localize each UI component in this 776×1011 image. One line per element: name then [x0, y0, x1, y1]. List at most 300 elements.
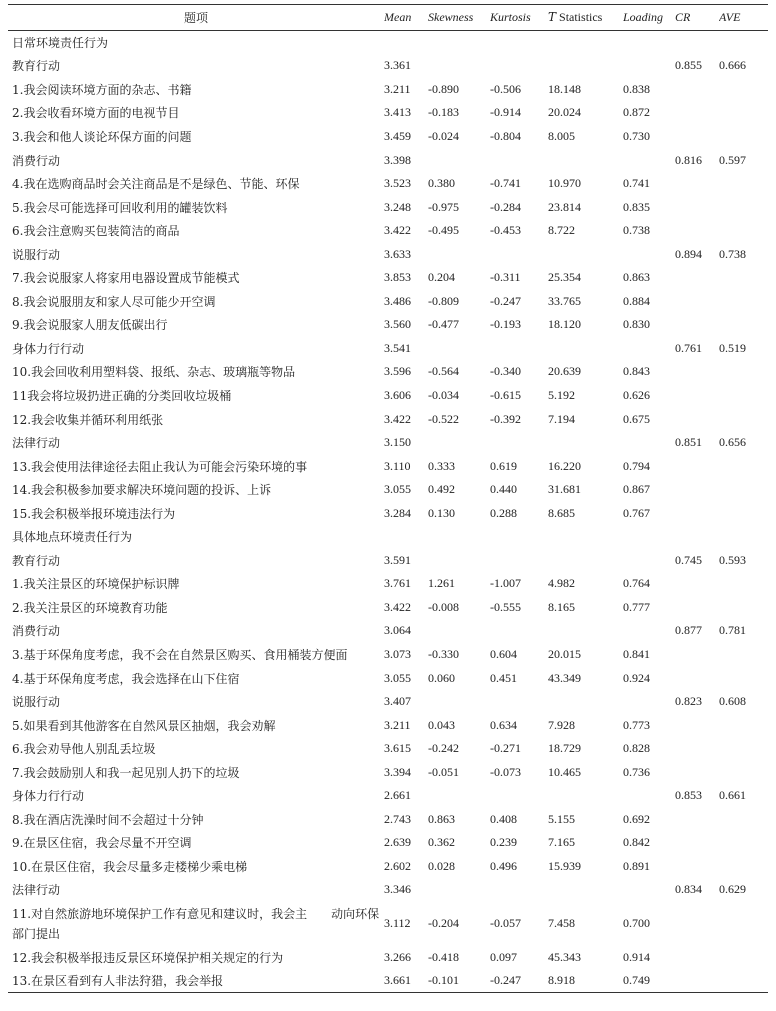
table-row	[8, 501, 768, 525]
cell-skewness	[428, 431, 490, 455]
group-row	[8, 619, 768, 643]
header-kurtosis: Kurtosis	[490, 5, 548, 31]
cell-t-statistics	[548, 878, 623, 902]
cell-loading	[623, 148, 675, 172]
cell-kurtosis	[490, 54, 548, 78]
cell-cr	[675, 643, 719, 667]
cell-mean: 3.064	[384, 623, 411, 638]
cell-skewness: -0.101	[428, 969, 490, 993]
header-skewness: Skewness	[428, 5, 490, 31]
group-row	[8, 242, 768, 266]
cell-mean: 3.055	[384, 482, 411, 497]
table-row	[8, 969, 768, 993]
cell-kurtosis: -0.615	[490, 387, 521, 402]
cell-cr	[675, 666, 719, 690]
group-row	[8, 54, 768, 78]
cell-skewness: -0.495	[428, 223, 459, 238]
cell-cr	[675, 760, 719, 784]
cell-t-statistics	[548, 549, 623, 573]
cell-loading	[623, 878, 675, 902]
cell-ave: 0.519	[719, 340, 746, 355]
cell-kurtosis: -0.804	[490, 128, 521, 143]
item-label: 3.我会和他人谈论环保方面的问题	[12, 129, 192, 144]
cell-t-statistics: 8.005	[548, 128, 575, 143]
cell-mean: 3.853	[384, 270, 411, 285]
cell-loading: 0.736	[623, 764, 650, 779]
table-row	[8, 407, 768, 431]
cell-skewness: -0.330	[428, 646, 459, 661]
cell-loading: 0.863	[623, 270, 650, 285]
group-label: 教育行动	[12, 553, 61, 568]
cell-kurtosis: -0.193	[490, 317, 521, 332]
cell-kurtosis: -0.271	[490, 741, 521, 756]
cell-mean: 2.743	[384, 811, 411, 826]
cell-skewness: -0.242	[428, 741, 459, 756]
cell-t-statistics: 10.970	[548, 176, 581, 191]
header-t-letter: T	[548, 10, 557, 24]
cell-mean: 3.523	[384, 176, 411, 191]
cell-t-statistics: 8.685	[548, 505, 575, 520]
cell-cr	[675, 737, 719, 761]
cell-kurtosis	[490, 148, 548, 172]
item-label: 3.基于环保角度考虑，我不会在自然景区购买、食用桶装方便面	[12, 647, 348, 662]
cell-kurtosis: -0.311	[490, 270, 521, 285]
cell-mean: 3.110	[384, 458, 411, 473]
item-label: 12.我会积极举报违反景区环境保护相关规定的行为	[12, 951, 284, 965]
cell-kurtosis: 0.604	[490, 646, 517, 661]
table-row	[8, 572, 768, 596]
cell-loading	[623, 337, 675, 361]
cell-loading	[623, 549, 675, 573]
cell-mean: 3.560	[384, 317, 411, 332]
cell-skewness	[428, 242, 490, 266]
cell-t-statistics	[548, 242, 623, 266]
cell-kurtosis: -0.284	[490, 199, 521, 214]
cell-kurtosis	[490, 242, 548, 266]
cell-cr	[675, 855, 719, 879]
cell-ave	[719, 525, 768, 549]
cell-ave	[719, 946, 768, 970]
cell-ave: 0.666	[719, 58, 746, 73]
cell-cr	[675, 266, 719, 290]
cell-loading: 0.841	[623, 646, 650, 661]
cell-skewness: 0.362	[428, 835, 455, 850]
cell-loading	[623, 431, 675, 455]
group-row	[8, 878, 768, 902]
cell-mean: 3.661	[384, 969, 428, 993]
cell-ave	[719, 219, 768, 243]
cell-kurtosis: 0.619	[490, 458, 517, 473]
item-label: 2.我关注景区的环境教育功能	[12, 600, 168, 615]
cell-mean: 2.639	[384, 835, 411, 850]
cell-mean: 2.602	[384, 858, 411, 873]
cell-cr	[675, 125, 719, 149]
cell-cr	[675, 478, 719, 502]
cell-mean: 3.606	[384, 387, 411, 402]
cell-ave	[719, 31, 768, 55]
cell-cr: 0.894	[675, 246, 702, 261]
cell-loading	[623, 54, 675, 78]
cell-mean: 3.591	[384, 552, 411, 567]
cell-mean: 3.407	[384, 694, 411, 709]
table-row	[8, 666, 768, 690]
group-label: 身体力行行动	[12, 341, 85, 356]
group-label: 法律行动	[12, 883, 61, 898]
cell-kurtosis	[490, 619, 548, 643]
cell-loading: 0.924	[623, 670, 650, 685]
cell-loading: 0.767	[623, 505, 650, 520]
cell-skewness: 0.028	[428, 858, 455, 873]
cell-ave: 0.593	[719, 552, 746, 567]
section-label: 具体地点环境责任行为	[12, 530, 133, 545]
cell-ave	[719, 501, 768, 525]
cell-kurtosis	[490, 31, 548, 55]
header-row	[8, 5, 768, 31]
group-label: 身体力行行动	[12, 789, 85, 804]
cell-mean: 3.112	[384, 916, 411, 931]
cell-cr	[675, 454, 719, 478]
cell-mean: 3.248	[384, 199, 411, 214]
cell-cr	[675, 525, 719, 549]
cell-kurtosis	[490, 525, 548, 549]
item-label: 7.我会说服家人将家用电器设置成节能模式	[12, 271, 240, 286]
item-label: 13.我会使用法律途径去阻止我认为可能会污染环境的事	[12, 459, 308, 474]
cell-ave: 0.781	[719, 623, 746, 638]
cell-cr: 0.855	[675, 58, 702, 73]
item-label: 4.基于环保角度考虑，我会选择在山下住宿	[12, 671, 240, 686]
cell-kurtosis: -0.247	[490, 969, 548, 993]
cell-loading	[623, 242, 675, 266]
cell-loading: 0.835	[623, 199, 650, 214]
cell-kurtosis: 0.440	[490, 482, 517, 497]
cell-cr	[675, 101, 719, 125]
cell-kurtosis	[490, 337, 548, 361]
table-body	[8, 31, 768, 993]
cell-mean	[384, 31, 428, 55]
table-row	[8, 478, 768, 502]
cell-t-statistics	[548, 148, 623, 172]
cell-mean: 3.055	[384, 670, 411, 685]
item-label: 14.我会积极参加要求解决环境问题的投诉、上诉	[12, 483, 272, 498]
cell-kurtosis: 0.408	[490, 811, 517, 826]
cell-ave	[719, 760, 768, 784]
group-label: 说服行动	[12, 247, 61, 262]
cell-skewness: -0.204	[428, 916, 459, 931]
cell-t-statistics: 16.220	[548, 458, 581, 473]
cell-ave	[719, 360, 768, 384]
cell-mean: 3.398	[384, 152, 411, 167]
cell-mean: 3.615	[384, 741, 411, 756]
cell-ave	[719, 78, 768, 102]
group-row	[8, 148, 768, 172]
cell-cr	[675, 172, 719, 196]
cell-loading: 0.830	[623, 317, 650, 332]
cell-loading: 0.738	[623, 223, 650, 238]
cell-ave	[719, 737, 768, 761]
results-table	[8, 4, 768, 993]
group-row	[8, 431, 768, 455]
table-row	[8, 78, 768, 102]
cell-cr: 0.816	[675, 152, 702, 167]
cell-mean: 3.422	[384, 223, 411, 238]
cell-cr	[675, 831, 719, 855]
cell-skewness: 0.380	[428, 176, 455, 191]
cell-loading: 0.867	[623, 482, 650, 497]
cell-ave: 0.738	[719, 246, 746, 261]
cell-kurtosis: -0.914	[490, 105, 521, 120]
section-label: 日常环境责任行为	[12, 36, 109, 51]
cell-loading: 0.891	[623, 858, 650, 873]
cell-cr	[675, 313, 719, 337]
cell-cr: 0.834	[675, 882, 702, 897]
cell-cr	[675, 219, 719, 243]
cell-loading: 0.884	[623, 293, 650, 308]
item-label: 9.在景区住宿，我会尽量不开空调	[12, 836, 192, 851]
cell-skewness: -0.183	[428, 105, 459, 120]
item-label: 11我会将垃圾扔进正确的分类回收垃圾桶	[12, 388, 232, 403]
cell-kurtosis	[490, 878, 548, 902]
item-label: 1.我关注景区的环境保护标识牌	[12, 577, 180, 592]
cell-loading: 0.842	[623, 835, 650, 850]
cell-skewness: 0.863	[428, 811, 455, 826]
item-label: 10.在景区住宿，我会尽量多走楼梯少乘电梯	[12, 859, 248, 874]
group-label: 法律行动	[12, 436, 61, 451]
cell-kurtosis: -0.340	[490, 364, 521, 379]
cell-cr: 0.877	[675, 623, 702, 638]
cell-cr	[675, 808, 719, 832]
cell-cr	[675, 78, 719, 102]
cell-cr	[675, 31, 719, 55]
cell-skewness: 0.204	[428, 270, 455, 285]
cell-kurtosis: 0.097	[490, 950, 517, 964]
cell-ave	[719, 831, 768, 855]
cell-skewness: -0.809	[428, 293, 459, 308]
item-label: 10.我会回收利用塑料袋、报纸、杂志、玻璃瓶等物品	[12, 365, 296, 380]
cell-loading: 0.764	[623, 576, 650, 591]
cell-ave	[719, 855, 768, 879]
cell-t-statistics	[548, 619, 623, 643]
cell-t-statistics: 18.729	[548, 741, 581, 756]
cell-cr	[675, 407, 719, 431]
cell-skewness: -0.477	[428, 317, 459, 332]
item-label: 6.我会注意购买包装简洁的商品	[12, 224, 180, 239]
cell-loading: 0.828	[623, 741, 650, 756]
cell-loading	[623, 619, 675, 643]
item-label: 11.对自然旅游地环境保护工作有意见和建议时，我会主 动向环保部门提出	[12, 906, 380, 941]
item-label: 8.我在酒店洗澡时间不会超过十分钟	[12, 812, 204, 827]
cell-mean: 3.596	[384, 364, 411, 379]
header-ave: AVE	[719, 5, 768, 31]
cell-skewness: -0.890	[428, 81, 459, 96]
cell-skewness: 0.060	[428, 670, 455, 685]
cell-kurtosis: 0.496	[490, 858, 517, 873]
cell-cr: 0.761	[675, 340, 702, 355]
table-row	[8, 313, 768, 337]
cell-t-statistics: 7.928	[548, 717, 575, 732]
cell-ave	[719, 478, 768, 502]
header-item: 题项	[8, 5, 384, 31]
cell-loading: 0.700	[623, 916, 650, 931]
cell-skewness	[428, 619, 490, 643]
cell-mean: 3.073	[384, 646, 411, 661]
cell-skewness: 0.130	[428, 505, 455, 520]
cell-cr	[675, 713, 719, 737]
cell-skewness	[428, 878, 490, 902]
table-row	[8, 596, 768, 620]
cell-kurtosis: -0.453	[490, 223, 521, 238]
cell-loading	[623, 525, 675, 549]
cell-ave	[719, 172, 768, 196]
cell-cr	[675, 969, 719, 993]
cell-ave: 0.661	[719, 788, 746, 803]
cell-ave	[719, 969, 768, 993]
cell-skewness: 0.043	[428, 717, 455, 732]
cell-mean: 3.459	[384, 128, 411, 143]
header-cr: CR	[675, 5, 719, 31]
cell-cr	[675, 384, 719, 408]
cell-t-statistics: 5.192	[548, 387, 575, 402]
cell-cr: 0.745	[675, 552, 702, 567]
cell-loading: 0.749	[623, 969, 675, 993]
cell-kurtosis	[490, 549, 548, 573]
cell-t-statistics: 43.349	[548, 670, 581, 685]
cell-loading: 0.794	[623, 458, 650, 473]
cell-loading: 0.730	[623, 128, 650, 143]
table-row	[8, 643, 768, 667]
cell-kurtosis: -0.247	[490, 293, 521, 308]
group-label: 说服行动	[12, 695, 61, 710]
cell-t-statistics: 8.918	[548, 969, 623, 993]
group-row	[8, 784, 768, 808]
table-row	[8, 855, 768, 879]
group-label: 教育行动	[12, 59, 61, 74]
cell-cr: 0.853	[675, 788, 702, 803]
cell-loading: 0.675	[623, 411, 650, 426]
table-row	[8, 808, 768, 832]
cell-ave	[719, 101, 768, 125]
table-row	[8, 101, 768, 125]
cell-mean: 2.661	[384, 788, 411, 803]
cell-loading	[623, 690, 675, 714]
cell-kurtosis: -1.007	[490, 576, 521, 591]
cell-skewness	[428, 784, 490, 808]
cell-t-statistics: 8.722	[548, 223, 575, 238]
cell-loading: 0.872	[623, 105, 650, 120]
cell-t-statistics: 10.465	[548, 764, 581, 779]
cell-t-statistics	[548, 337, 623, 361]
cell-t-statistics: 33.765	[548, 293, 581, 308]
cell-ave	[719, 902, 768, 946]
item-label: 4.我在选购商品时会关注商品是不是绿色、节能、环保	[12, 177, 300, 192]
cell-t-statistics: 15.939	[548, 858, 581, 873]
cell-cr: 0.823	[675, 694, 702, 709]
cell-skewness: 0.492	[428, 482, 455, 497]
cell-loading: 0.692	[623, 811, 650, 826]
cell-skewness: -0.051	[428, 764, 459, 779]
table-row	[8, 290, 768, 314]
item-label: 2.我会收看环境方面的电视节目	[12, 106, 180, 121]
cell-cr	[675, 902, 719, 946]
cell-ave	[719, 195, 768, 219]
item-label: 8.我会说服朋友和家人尽可能少开空调	[12, 294, 216, 309]
cell-mean	[384, 525, 428, 549]
cell-kurtosis: -0.392	[490, 411, 521, 426]
table-row	[8, 266, 768, 290]
cell-mean: 3.394	[384, 764, 411, 779]
cell-t-statistics	[548, 690, 623, 714]
cell-skewness: -0.008	[428, 599, 459, 614]
cell-mean: 3.422	[384, 599, 411, 614]
table-row	[8, 713, 768, 737]
cell-mean: 3.761	[384, 576, 411, 591]
item-label: 5.如果看到其他游客在自然风景区抽烟，我会劝解	[12, 718, 276, 733]
cell-ave	[719, 125, 768, 149]
cell-kurtosis: -0.741	[490, 176, 521, 191]
cell-mean: 3.422	[384, 411, 411, 426]
cell-t-statistics	[548, 784, 623, 808]
cell-ave	[719, 313, 768, 337]
cell-mean: 3.211	[384, 717, 411, 732]
table-row	[8, 946, 768, 970]
table-row	[8, 125, 768, 149]
cell-loading: 0.843	[623, 364, 650, 379]
cell-mean: 3.361	[384, 58, 411, 73]
cell-skewness: -0.024	[428, 128, 459, 143]
cell-ave: 0.629	[719, 882, 746, 897]
cell-ave	[719, 572, 768, 596]
cell-t-statistics: 5.155	[548, 811, 575, 826]
table-row	[8, 172, 768, 196]
cell-mean: 3.284	[384, 505, 411, 520]
cell-ave	[719, 266, 768, 290]
cell-t-statistics: 7.458	[548, 916, 575, 931]
item-label: 5.我会尽可能选择可回收利用的罐装饮料	[12, 200, 228, 215]
cell-t-statistics: 31.681	[548, 482, 581, 497]
cell-loading	[623, 31, 675, 55]
cell-t-statistics: 23.814	[548, 199, 581, 214]
cell-t-statistics	[548, 54, 623, 78]
cell-kurtosis	[490, 690, 548, 714]
table-row	[8, 195, 768, 219]
group-row	[8, 337, 768, 361]
cell-ave	[719, 407, 768, 431]
cell-t-statistics: 8.165	[548, 599, 575, 614]
cell-ave	[719, 596, 768, 620]
table-container	[8, 4, 768, 993]
cell-ave	[719, 808, 768, 832]
cell-kurtosis: 0.451	[490, 670, 517, 685]
table-row	[8, 760, 768, 784]
cell-cr	[675, 195, 719, 219]
cell-t-statistics	[548, 31, 623, 55]
header-mean: Mean	[384, 5, 428, 31]
cell-cr	[675, 360, 719, 384]
cell-ave	[719, 454, 768, 478]
group-label: 消费行动	[12, 153, 61, 168]
cell-mean: 3.541	[384, 340, 411, 355]
cell-cr	[675, 946, 719, 970]
header-t-rest: Statistics	[556, 10, 603, 24]
table-row	[8, 384, 768, 408]
item-label: 7.我会鼓励别人和我一起见别人扔下的垃圾	[12, 765, 240, 780]
cell-kurtosis: 0.634	[490, 717, 517, 732]
cell-kurtosis: -0.073	[490, 764, 521, 779]
cell-t-statistics: 20.015	[548, 646, 581, 661]
cell-t-statistics: 25.354	[548, 270, 581, 285]
table-row	[8, 219, 768, 243]
header-loading: Loading	[623, 5, 675, 31]
cell-mean: 3.266	[384, 950, 411, 964]
